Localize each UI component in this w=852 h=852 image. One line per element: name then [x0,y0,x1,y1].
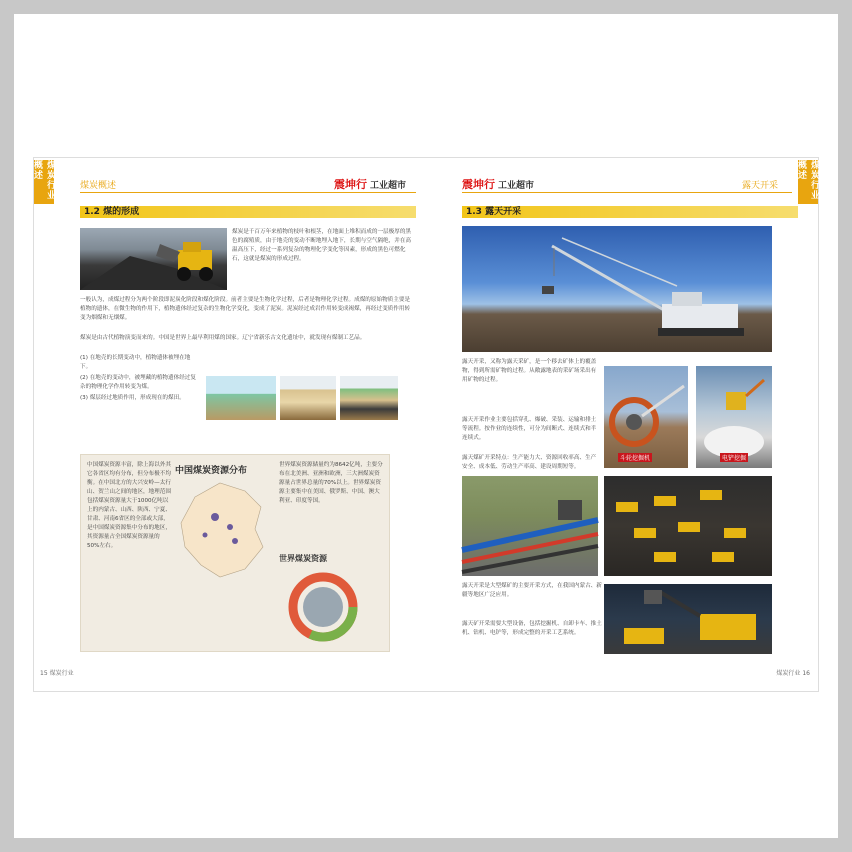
right-footer [776,668,810,677]
right-brand-sub: 工业超市 [498,181,535,191]
left-brand-name: 震坤行 [334,178,367,191]
right-para-4: 露天开采是大型煤矿的主要开采方式，在我国内蒙古、新疆等地区广泛应用。 [462,583,602,598]
right-para-1: 露天开采，又称为露天采矿，是一个移去矿体上的覆盖物，得到所需矿物的过程。从敞露地表的采矿场采出有用矿物的过程。 [462,359,597,383]
book-spread [34,158,818,691]
conveyor-graphic [462,476,598,576]
left-para-5: (3) 煤层经过地质作用，形成现在的煤田。 [80,395,185,401]
left-footer-label: 煤炭行业 [49,670,74,677]
left-para-4: (2) 在地壳的变动中，被埋藏的植物遗体经过复杂的物理化学作用转变为煤。 [80,375,196,390]
left-side-tab: 煤炭行业概述 [34,160,54,204]
right-side-tab: 煤炭行业概述 [798,160,818,204]
right-brand-name: 震坤行 [462,178,495,191]
china-resources-text: 中国煤炭资源丰富，除上海以外其它各省区均有分布，但分布极不均衡。在中国北方的大兴安岭—太行山、贺兰山之间的地区，地理范围包括煤炭资源量大于1000亿吨以上的内蒙古、山西、陕西、宁夏、甘肃、河南6省区的全部或大部，是中国煤炭资源集中分布的地区，其资源量占全国煤炭资源量的50%左右。 [87,462,171,549]
coal-pile-graphic [80,228,227,290]
resources-box [80,454,390,652]
right-para-2: 露天开采作业主要包括穿孔、爆破、采装、运输和排土等流程。按作业的连续性，可分为间断式、连续式和半连续式。 [462,417,597,441]
shovel-loading-graphic [604,584,772,654]
left-section-title: 1.2 煤的形成 [80,206,416,218]
china-map-title: 中国煤炭资源分布 [175,466,248,476]
left-para-3: (1) 在地壳的长期变动中，植物遗体被埋在地下。 [80,355,191,370]
left-footer [40,668,74,677]
right-para-3: 露天煤矿开采特点：生产能力大、资源回收率高、生产安全、成本低、劳动生产率高、建设周期短等。 [462,455,597,470]
caption-excavator: 电铲挖掘 [722,455,747,462]
dragline-graphic [462,226,772,352]
caption-bucket-wheel: 斗轮挖掘机 [620,455,651,462]
left-header-rule [80,192,416,193]
formation-diagram-3 [340,376,398,420]
shovel-loading-photo [604,584,772,654]
world-resources-title: 世界煤炭资源 [279,554,327,563]
coal-pile-photo [80,228,227,290]
dragline-photo [462,226,772,352]
right-header-rule [462,192,792,193]
china-map-graphic [175,477,267,585]
left-main-text: 一般认为，成煤过程分为两个阶段即泥炭化阶段和煤化阶段。前者主要是生物化学过程，后者是物理化学过程。成煤的原始物质主要是植物的遗体，在微生物的作用下，植物遗体经过复杂的生物化学变化，变成了泥炭。泥炭经过成岩作用转变成褐煤，再经过变质作用转变为烟煤和无烟煤。 [80,297,411,321]
right-footer-label: 煤炭行业 [776,670,801,677]
left-brand-sub: 工业超市 [370,181,407,191]
left-header-text: 煤炭概述 [80,181,117,191]
left-intro-text: 煤炭是千百万年来植物的枝叶和根茎，在地面上堆积而成的一层极厚的黑色的腐殖质，由于地壳的变动不断地埋入地下，长期与空气隔绝，并在高温高压下，经过一系列复杂的物理化学变化等因素，形成的黑色可燃化石，这就是煤炭的形成过程。 [232,229,412,262]
right-section-title: 1.3 露天开采 [462,206,798,218]
excavator-blast-photo [696,366,772,468]
formation-diagram-1 [206,376,276,420]
world-resources-donut [287,571,359,643]
bucket-wheel-photo [604,366,688,468]
right-header-text: 露天开采 [742,181,779,191]
right-page-number: 16 [802,670,810,677]
left-page-number: 15 [40,670,48,677]
conveyor-photo [462,476,598,576]
trucks-photo [604,476,772,576]
right-para-5: 露天矿开采需要大型设备，包括挖掘机、自卸卡车、推土机、钻机、电铲等，形成完整的开采工艺系统。 [462,621,602,636]
left-para-2: 煤炭是由古代植物演变而来的。中国是世界上最早利用煤的国家。辽宁省新乐古文化遗址中，就发现有煤制工艺品。 [80,335,366,341]
left-page [34,158,426,691]
trucks-graphic [604,476,772,576]
right-page [426,158,818,691]
world-resources-text: 世界煤炭资源储量约为8642亿吨，主要分布在北美洲、亚洲和欧洲，三大洲煤炭资源量占世界总量的70%以上。世界煤炭资源主要集中在美国、俄罗斯、中国、澳大利亚、印度等国。 [279,462,383,504]
right-brand [462,176,534,192]
left-brand [334,176,406,192]
formation-diagram-2 [280,376,336,420]
